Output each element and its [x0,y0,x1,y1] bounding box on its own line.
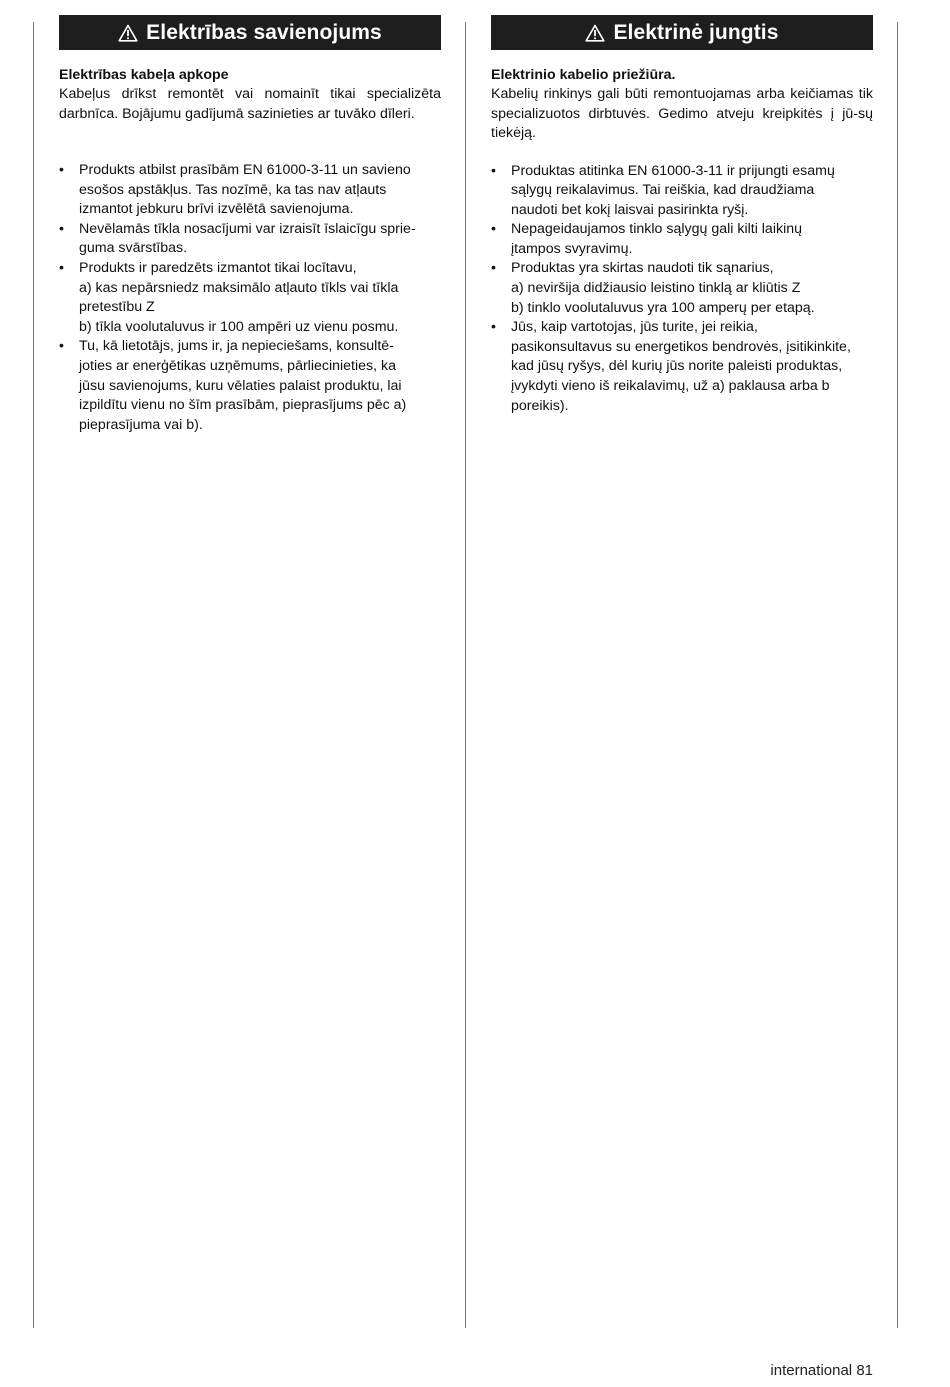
right-margin-rule [897,22,898,1328]
left-column [59,15,441,435]
bullet-line: poreikis). [511,397,569,414]
bullet-line: naudoti bet kokį laisvai pasirinkta ryšį. [511,201,749,218]
warning-triangle-icon [585,24,605,42]
bullet-line: Nepageidaujamos tinklo sąlygų gali kilti laikinų [511,221,803,238]
bullet-line: Jūs, kaip vartotojas, jūs turite, jei reikia, [511,319,758,336]
bullet-dot-icon: • [491,319,496,336]
bullet-line: a) kas nepārsniedz maksimālo atļauto tīkls vai tīkla [79,279,399,296]
page-footer [770,1362,873,1379]
left-intro-paragraph: Kabeļus drīkst remontēt vai nomainīt tikai specializēta darbnīca. Bojājumu gadījumā sazinieties ar tuvāko dīleri. [59,86,441,122]
bullet-item [491,259,873,318]
bullet-line: esošos apstākļus. Tas nozīmē, ka tas nav atļauts [79,181,387,198]
bullet-line: įvykdyti vieno iš reikalavimų, už a) paklausa arba b [511,378,830,395]
right-bullet-list [491,162,873,417]
bullet-item [491,318,873,416]
right-section-header [491,15,873,50]
bullet-line: įtampos svyravimų. [511,240,633,257]
bullet-item [59,337,441,435]
right-column [491,15,873,416]
bullet-line: pieprasījuma vai b). [79,416,203,433]
bullet-line: sąlygų reikalavimus. Tai reiškia, kad draudžiama [511,182,815,199]
footer-label: international [770,1362,853,1379]
bullet-line: jūsu savienojums, kuru vēlaties palaist produktu, lai [79,377,402,394]
bullet-line: guma svārstības. [79,240,188,257]
left-section-title: Elektrības kabeļa apkope [59,67,229,83]
bullet-line: b) tinklo voolutaluvus yra 100 amperų per etapą. [511,299,815,316]
bullet-line: b) tīkla voolutaluvus ir 100 ampēri uz vienu posmu. [79,318,399,335]
bullet-line: Tu, kā lietotājs, jums ir, ja nepieciešams, konsultē- [79,338,394,355]
bullet-item [491,162,873,221]
bullet-line: Produkts ir paredzēts izmantot tikai locītavu, [79,259,357,276]
bullet-dot-icon: • [491,260,496,277]
bullet-dot-icon: • [491,221,496,238]
bullet-item [59,161,441,220]
bullet-line: a) neviršija didžiausio leistino tinklą ar kliūtis Z [511,280,801,297]
bullet-line: Nevēlamās tīkla nosacījumi var izraisīt īslaicīgu sprie- [79,220,416,237]
bullet-dot-icon: • [491,162,496,179]
left-bullet-list [59,161,441,435]
right-header-title: Elektrinė jungtis [613,20,779,44]
bullet-line: izpildītu vienu no šīm prasībām, pieprasījums pēc a) [79,397,407,414]
bullet-dot-icon: • [59,220,64,237]
warning-triangle-icon [118,24,138,42]
bullet-line: Produktas atitinka EN 61000-3-11 ir prijungti esamų [511,162,835,179]
bullet-line: pretestību Z [79,299,155,316]
bullet-line: izmantot jebkuru brīvi izvēlētā savienojuma. [79,201,354,218]
page-number: 81 [856,1362,873,1379]
bullet-line: pasikonsultavus su energetikos bendrovės, įsitikinkite, [511,338,851,355]
bullet-line: kad jūsų ryšys, dėl kurių jūs norite paleisti produktas, [511,358,843,375]
bullet-dot-icon: • [59,259,64,276]
bullet-line: joties ar enerģētikas uzņēmums, pārliecinieties, ka [79,357,397,374]
bullet-line: Produkts atbilst prasībām EN 61000-3-11 un savieno [79,162,411,178]
bullet-line: Produktas yra skirtas naudoti tik sąnarius, [511,260,774,277]
bullet-item [59,220,441,259]
bullet-dot-icon: • [59,338,64,355]
left-margin-rule [33,22,34,1328]
left-header-title: Elektrības savienojums [146,20,382,44]
bullet-dot-icon: • [59,162,64,178]
right-intro-paragraph: Kabelių rinkinys gali būti remontuojamas arba keičiamas tik specializuotos dirbtuvės. Gedimo atveju kreipkitės į jū-sų tiekėją. [491,86,873,141]
center-column-rule [465,22,466,1328]
bullet-item [491,220,873,259]
bullet-item [59,259,441,337]
right-section-title: Elektrinio kabelio priežiūra. [491,67,676,83]
left-section-header [59,15,441,50]
